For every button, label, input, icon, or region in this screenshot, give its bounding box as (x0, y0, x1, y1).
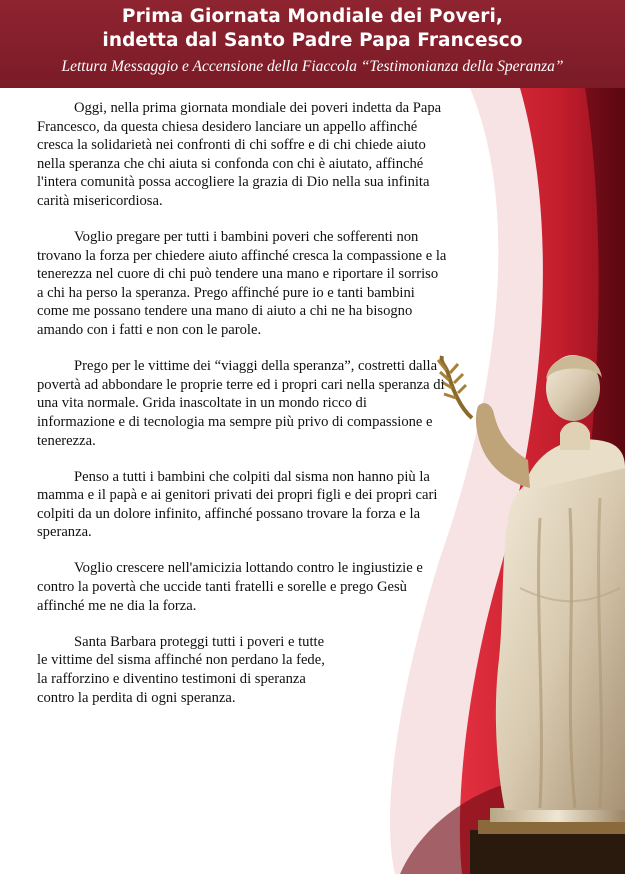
closing-prayer (37, 633, 447, 707)
page-title (0, 0, 625, 53)
paragraph-1: Oggi, nella prima giornata mondiale dei poveri indetta da Papa Francesco, da questa chiesa desidero lanciare un appello affinché cresca la solidarietà nei confronti di chi soffre e di chi chiede aiuto nella speranza che chi aiuta si confonda con chi è aiutato, affinché l'intera comunità possa accogliere la grazia di Dio nella sua infinita carità misericordiosa. (37, 100, 442, 209)
title-line-1: Prima Giornata Mondiale dei Poveri, (121, 6, 504, 27)
page-subtitle: Lettura Messaggio e Accensione della Fiaccola “Testimonianza della Speranza” (61, 58, 564, 75)
closing-line-3: la rafforzino e diventino testimoni di speranza (37, 670, 306, 687)
paragraph-2: Voglio pregare per tutti i bambini poveri che sofferenti non trovano la forza per chiedere aiuto affinché cresca la compassione e la tenerezza nel cuore di chi può tendere una mano e riportare il sorriso a chi ha perso la speranza. Prego affinché pure io e tanti bambini come me possano tendere una mano di aiuto a chi ne ha bisogno amando con i fatti e non con le parole. (37, 229, 447, 339)
closing-line-1: Santa Barbara proteggi tutti i poveri e tutte (74, 633, 325, 650)
title-line-2: indetta dal Santo Padre Papa Francesco (102, 30, 523, 51)
message-body (37, 99, 447, 725)
paragraph-4: Penso a tutti i bambini che colpiti dal sisma non hanno più la mamma e il papà e ai genitori privati dei propri figli e dei propri cari colpiti da un dolore infinito, affinché possano trovare la forza e la speranza. (37, 468, 438, 541)
header-banner (0, 0, 625, 88)
closing-line-2: le vittime del sisma affinché non perdano la fede, (37, 652, 325, 669)
paragraph-5: Voglio crescere nell'amicizia lottando contro le ingiustizie e contro la povertà che uccide tanti fratelli e sorelle e prego Gesù affinché me ne dia la forza. (37, 560, 423, 614)
closing-line-4: contro la perdita di ogni speranza. (37, 689, 236, 706)
paragraph-3: Prego per le vittime dei “viaggi della speranza”, costretti dalla povertà ad abbondare le proprie terre ed i propri cari nella speranza di una vita normale. Grida inascoltate in un mondo ricco di informazione e di tecnologia ma sempre più privo di compassione e tenerezza. (37, 358, 445, 449)
